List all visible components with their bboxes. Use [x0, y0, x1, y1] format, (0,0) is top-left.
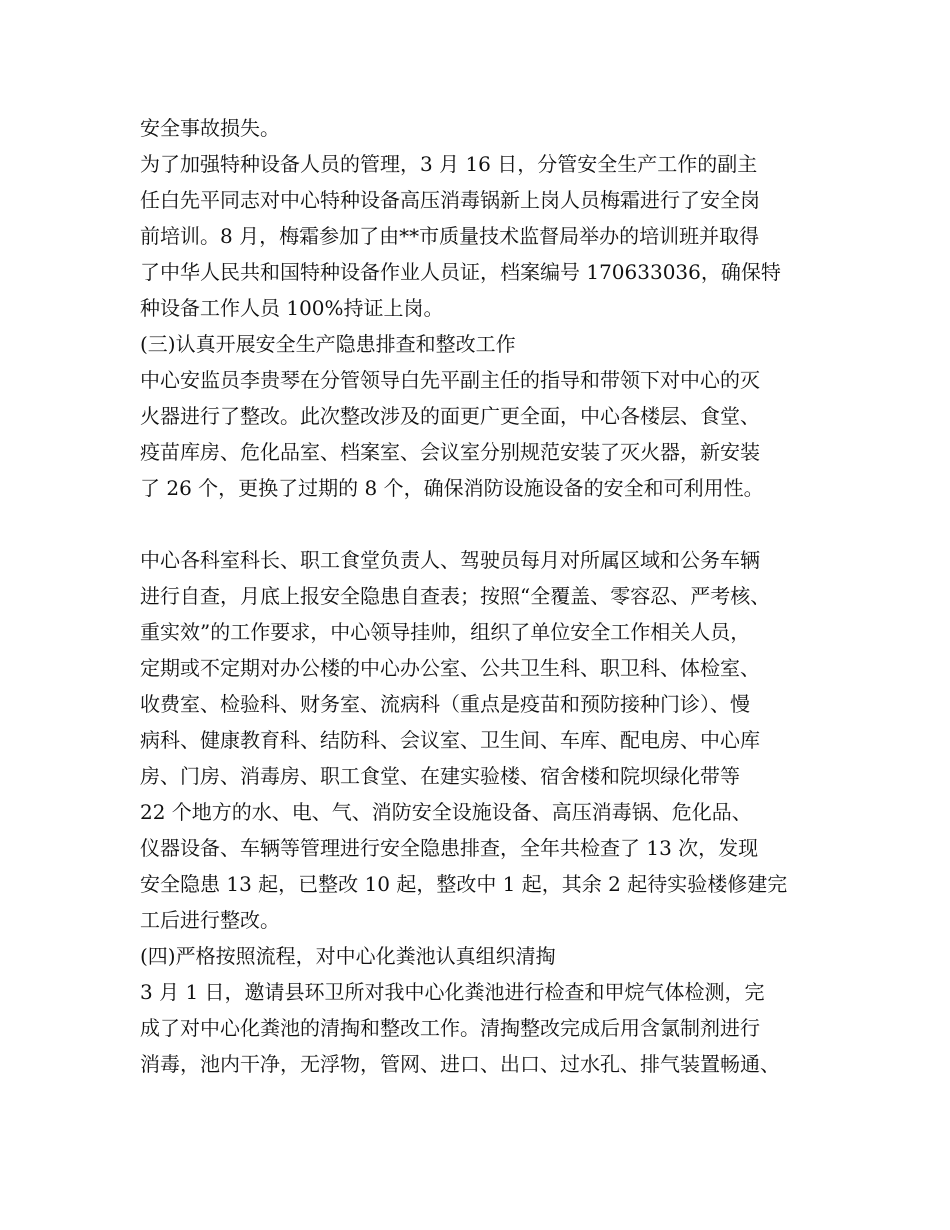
text-line: 中心各科室科长、职工食堂负责人、驾驶员每月对所属区域和公务车辆	[140, 548, 760, 572]
section-heading: (三)认真开展安全生产隐患排查和整改工作	[140, 332, 516, 356]
text-line: 为了加强特种设备人员的管理，3 月 16 日，分管安全生产工作的副主	[140, 152, 758, 176]
text-line: 重实效”的工作要求，中心领导挂帅，组织了单位安全工作相关人员，	[140, 620, 751, 644]
text-line: 了中华人民共和国特种设备作业人员证，档案编号 170633036，确保特	[140, 260, 781, 284]
text-line: 疫苗库房、危化品室、档案室、会议室分别规范安装了灭火器，新安装	[140, 440, 760, 464]
text-line: 收费室、检验科、财务室、流病科（重点是疫苗和预防接种门诊）、慢	[140, 692, 750, 716]
text-line: 病科、健康教育科、结防科、会议室、卫生间、车库、配电房、中心库	[140, 728, 760, 752]
text-line: 种设备工作人员 100%持证上岗。	[140, 296, 444, 320]
text-line: 安全隐患 13 起，已整改 10 起，整改中 1 起，其余 2 起待实验楼修建完	[140, 872, 788, 896]
text-line: 前培训。8 月，梅霜参加了由**市质量技术监督局举办的培训班并取得	[140, 224, 760, 248]
text-line: 定期或不定期对办公楼的中心办公室、公共卫生科、职卫科、体检室、	[140, 656, 760, 680]
text-line: 进行自查，月底上报安全隐患自查表；按照“全覆盖、零容忍、严考核、	[140, 584, 771, 608]
section-heading: (四)严格按照流程，对中心化粪池认真组织清掏	[140, 944, 556, 968]
text-line: 房、门房、消毒房、职工食堂、在建实验楼、宿舍楼和院坝绿化带等	[140, 764, 740, 788]
text-line: 了 26 个，更换了过期的 8 个，确保消防设施设备的安全和可利用性。	[140, 476, 764, 500]
text-line: 火器进行了整改。此次整改涉及的面更广更全面，中心各楼层、食堂、	[140, 404, 760, 428]
text-line: 工后进行整改。	[140, 908, 280, 932]
text-line: 3 月 1 日，邀请县环卫所对我中心化粪池进行检查和甲烷气体检测，完	[140, 980, 765, 1004]
text-line: 安全事故损失。	[140, 116, 280, 140]
text-line: 22 个地方的水、电、气、消防安全设施设备、高压消毒锅、危化品、	[140, 800, 752, 824]
text-line: 任白先平同志对中心特种设备高压消毒锅新上岗人员梅霜进行了安全岗	[140, 188, 760, 212]
document-page	[140, 110, 830, 1082]
paragraph-gap	[140, 506, 830, 542]
text-line: 消毒，池内干净，无浮物，管网、进口、出口、过水孔、排气装置畅通、	[140, 1052, 780, 1076]
text-line: 中心安监员李贵琴在分管领导白先平副主任的指导和带领下对中心的灭	[140, 368, 760, 392]
text-line: 仪器设备、车辆等管理进行安全隐患排查，全年共检查了 13 次，发现	[140, 836, 759, 860]
text-line: 成了对中心化粪池的清掏和整改工作。清掏整改完成后用含氯制剂进行	[140, 1016, 760, 1040]
